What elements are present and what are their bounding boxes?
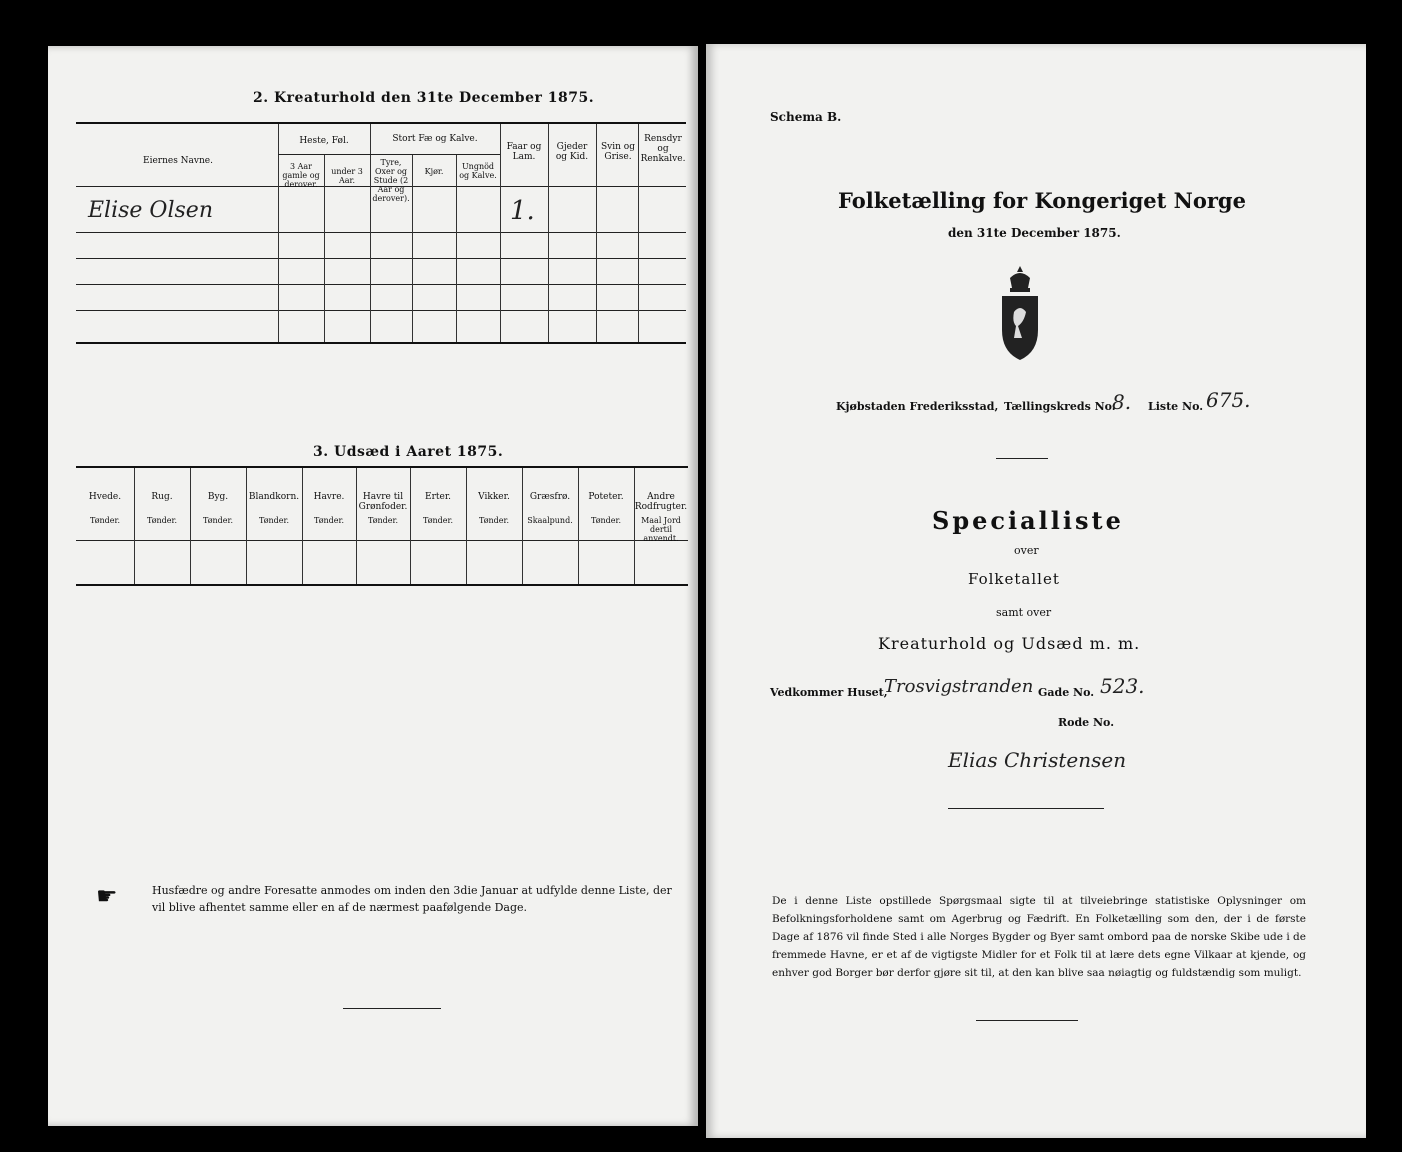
- table3-col-divider: [356, 468, 357, 584]
- samt-over-text: samt over: [996, 606, 1052, 619]
- col-pigs-header: Svin og Grise.: [601, 142, 635, 162]
- right-page: [706, 44, 1366, 1138]
- list-value: 675.: [1206, 388, 1251, 412]
- table2-col-divider: [638, 124, 639, 342]
- table3-col-unit: Tønder.: [89, 516, 121, 525]
- house-number: 523.: [1100, 674, 1145, 698]
- census-title: Folketælling for Kongeriget Norge: [838, 188, 1246, 213]
- district-value: 8.: [1112, 390, 1132, 414]
- table2-row-rule: [76, 232, 686, 233]
- table3-col-divider: [246, 468, 247, 584]
- table3-top-rule: [76, 466, 688, 468]
- over-text: over: [1014, 544, 1039, 557]
- table3-col-divider: [302, 468, 303, 584]
- col-cattle-header: Stort Fæ og Kalve.: [392, 134, 478, 144]
- section2-title: 2. Kreaturhold den 31te December 1875.: [253, 90, 595, 106]
- table3-col-divider: [134, 468, 135, 584]
- col-cattle-b-header: Kjør.: [424, 167, 444, 176]
- kreatur-text: Kreaturhold og Udsæd m. m.: [878, 634, 1141, 653]
- table2-top-rule: [76, 122, 686, 124]
- table3-col-unit: Tønder.: [202, 516, 234, 525]
- col-sheep-header: Faar og Lam.: [506, 142, 542, 162]
- table2-col-divider: [278, 124, 279, 342]
- house-label: Vedkommer Huset,: [770, 686, 888, 699]
- coat-of-arms-icon: [996, 264, 1044, 364]
- table3-col-divider: [578, 468, 579, 584]
- left-bottom-rule: [343, 1008, 441, 1009]
- table2-col-divider: [412, 154, 413, 342]
- table2-bottom-rule: [76, 342, 686, 344]
- table3-col-unit: Tønder.: [146, 516, 178, 525]
- table3-col-divider: [522, 468, 523, 584]
- table3-col-divider: [410, 468, 411, 584]
- table3-col-header: Havre til Grønfoder.: [358, 492, 408, 512]
- pointing-hand-icon: ☛: [96, 882, 118, 910]
- rode-label: Rode No.: [1058, 716, 1115, 729]
- table3-col-header: Erter.: [425, 492, 451, 502]
- table3-col-unit: Maal Jord dertil anvendt.: [641, 516, 681, 543]
- col-goats-header: Gjeder og Kid.: [555, 142, 589, 162]
- col-cattle-c-header: Ungnöd og Kalve.: [459, 162, 497, 180]
- house-street: Trosvigstranden: [884, 676, 1034, 697]
- table3-col-unit: Tønder.: [590, 516, 622, 525]
- table3-col-header: Græsfrø.: [529, 492, 571, 502]
- table3-col-unit: Tønder.: [258, 516, 290, 525]
- table3-col-header: Andre Rodfrugter.: [634, 492, 688, 512]
- table3-col-unit: Tønder.: [422, 516, 454, 525]
- table3-col-unit: Tønder.: [313, 516, 345, 525]
- district-label: Tællingskreds No.: [1004, 400, 1116, 413]
- table3-col-header: Blandkorn.: [248, 492, 300, 502]
- row1-sheep-count: 1.: [510, 196, 535, 226]
- table3-col-header: Byg.: [207, 492, 229, 502]
- col-reindeer-header: Rensdyr og Renkalve.: [640, 134, 686, 164]
- left-page: [48, 46, 698, 1126]
- folketallet-text: Folketallet: [968, 570, 1060, 588]
- intro-paragraph: De i denne Liste opstillede Spørgsmaal sigte til at tilveiebringe statistiske Oplysninger om Befolkningsforholdene samt om Agerbrug og Fædrift. En Folketælling som den, der i de første Dage af 1876 vil finde Sted i alle Norges Bygder og Byer samt ombord paa de norske Skibe ude i de fremmede Havne, er et af de vigtigste Midler for et Folk til at lære dets egne Vilkaar at kjende, og enhver god Borger bør derfor gjøre sit til, at den kan blive saa nøiagtig og fuldstændig som muligt.: [772, 895, 1306, 979]
- schema-label: Schema B.: [770, 110, 842, 124]
- table2-row-rule: [76, 284, 686, 285]
- table3-bottom-rule: [76, 584, 688, 586]
- section3-title: 3. Udsæd i Aaret 1875.: [313, 444, 504, 460]
- notice-text: Husfædre og andre Foresatte anmodes om inden den 3die Januar at udfylde denne Liste, der vil blive afhentet samme eller en af de nærmest paafølgende Dage.: [152, 884, 672, 914]
- table3-col-unit: Tønder.: [367, 516, 399, 525]
- table3-col-unit: Tønder.: [478, 516, 510, 525]
- col-cattle-a-header: Tyre, Oxer og Stude (2 Aar og derover).: [372, 158, 410, 203]
- table3-col-header: Poteter.: [588, 492, 624, 502]
- table2-row-rule: [76, 258, 686, 259]
- col-horses-a-header: 3 Aar gamle og derover.: [282, 162, 320, 189]
- table2-col-divider: [456, 154, 457, 342]
- table2-row-rule: [76, 310, 686, 311]
- table3-header-rule: [76, 540, 688, 541]
- table3-col-header: Vikker.: [478, 492, 510, 502]
- col-owner-header: Eiernes Navne.: [143, 156, 213, 166]
- signature-rule: [948, 808, 1104, 809]
- table3-col-header: Hvede.: [88, 492, 122, 502]
- row1-owner-name: Elise Olsen: [88, 198, 213, 223]
- town-label: Kjøbstaden Frederiksstad,: [836, 400, 999, 413]
- col-horses-b-header: under 3 Aar.: [331, 167, 363, 185]
- table2-col-divider: [548, 124, 549, 342]
- table3-col-unit: Skaalpund.: [527, 516, 573, 525]
- right-bottom-rule: [976, 1020, 1078, 1021]
- table3-col-header: Rug.: [151, 492, 173, 502]
- table3-col-header: Havre.: [313, 492, 345, 502]
- table2-col-divider: [596, 124, 597, 342]
- table2-col-divider: [500, 124, 501, 342]
- owner-signature: Elias Christensen: [948, 748, 1127, 772]
- table3-col-divider: [466, 468, 467, 584]
- census-date: den 31te December 1875.: [948, 226, 1121, 240]
- col-horses-header: Heste, Føl.: [299, 136, 349, 146]
- title-divider: [996, 458, 1048, 459]
- gade-label: Gade No.: [1038, 686, 1095, 699]
- list-label: Liste No.: [1148, 400, 1204, 413]
- table2-col-divider: [370, 124, 371, 342]
- special-list-title: Specialliste: [932, 506, 1124, 535]
- table3-col-divider: [190, 468, 191, 584]
- table2-subheader-rule: [278, 154, 500, 155]
